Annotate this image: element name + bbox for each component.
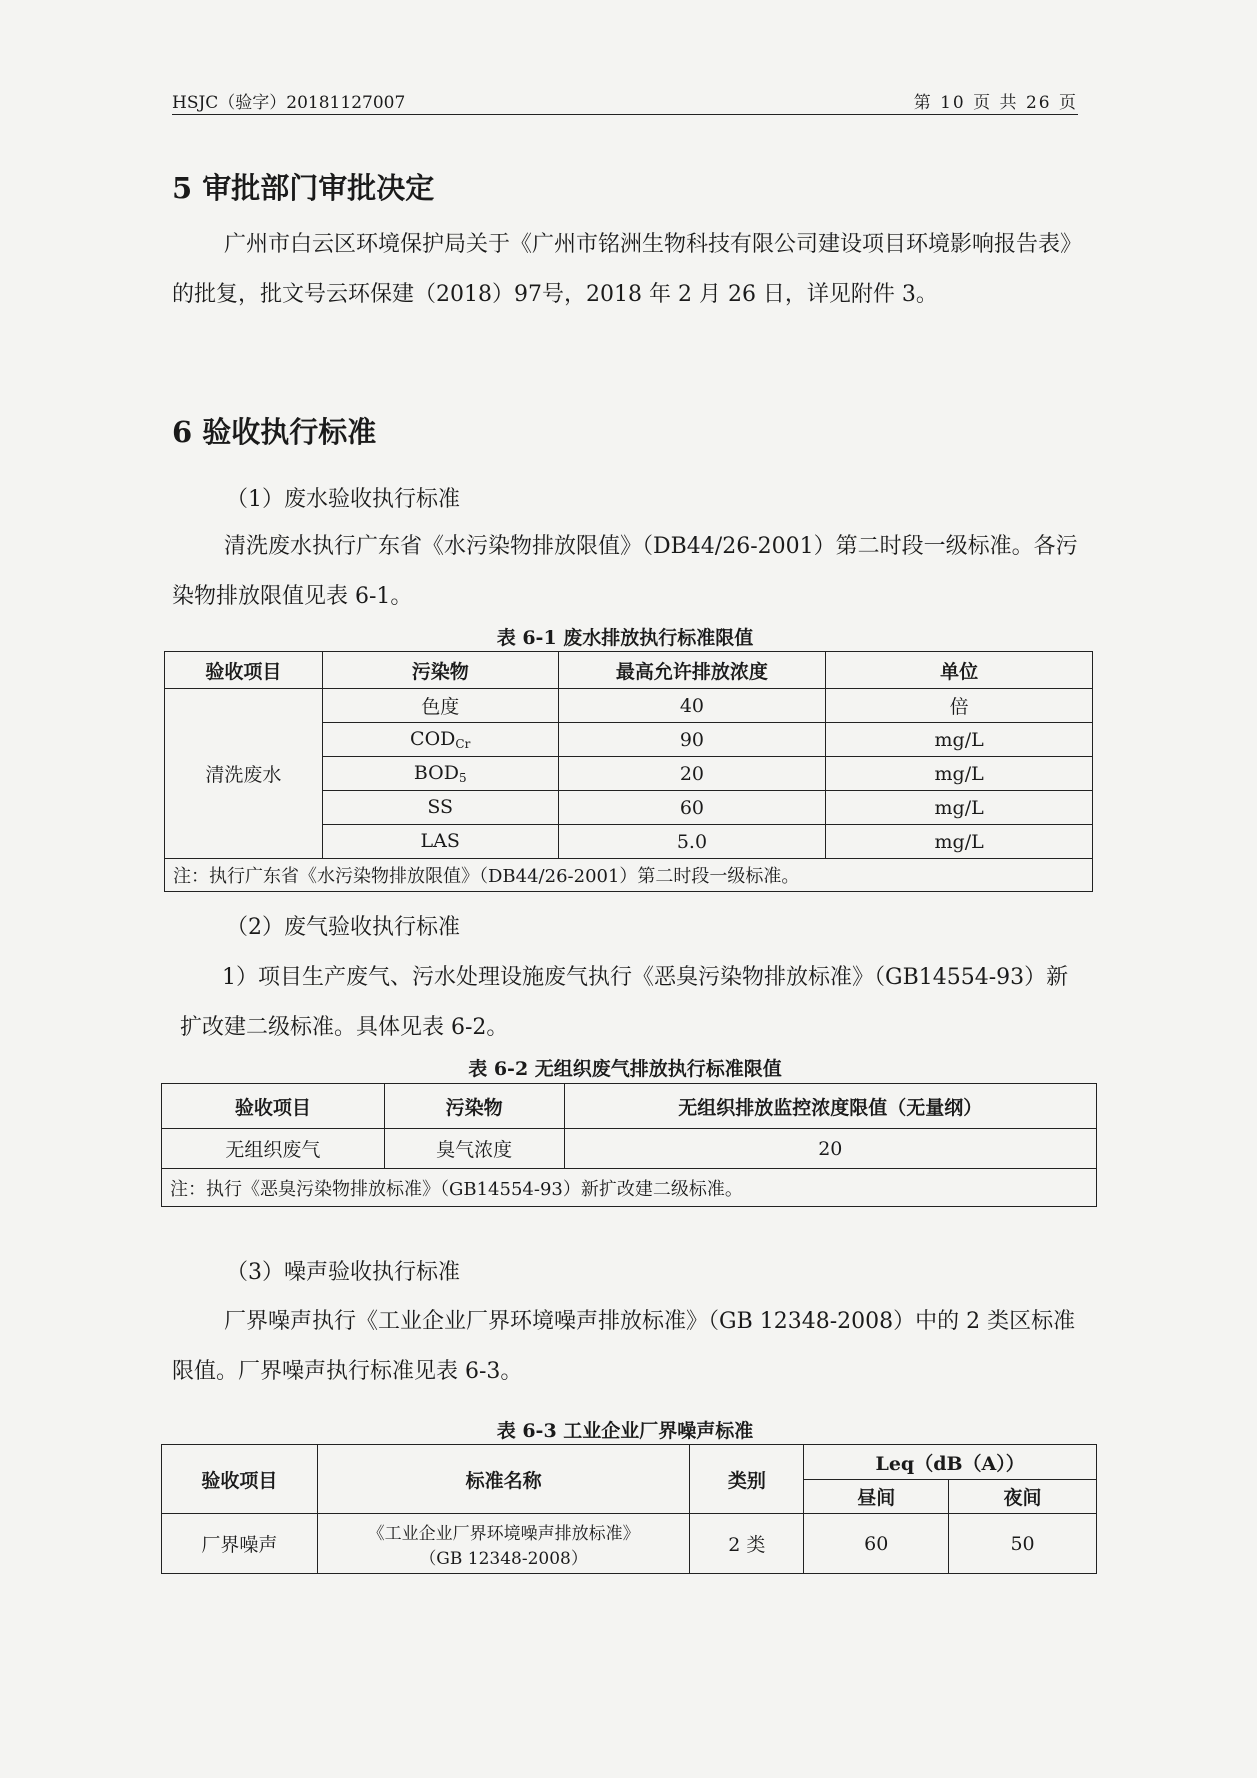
pollutant-cell: SS [322, 791, 558, 825]
noise-subheading: （3）噪声验收执行标准 [226, 1260, 460, 1285]
value-cell: 40 [558, 689, 826, 723]
header-cell: 污染物 [322, 652, 558, 689]
exhaust-subheading: （2）废气验收执行标准 [226, 915, 460, 940]
value-cell: 90 [558, 723, 826, 757]
table-6-3-caption: 表 6-3 工业企业厂界噪声标准 [496, 1420, 754, 1442]
table-note: 注：执行广东省《水污染物排放限值》（DB44/26-2001）第二时段一级标准。 [165, 859, 1093, 892]
unit-cell: mg/L [826, 757, 1093, 791]
pollutant-cell: LAS [322, 825, 558, 859]
day-value-cell: 60 [804, 1514, 949, 1574]
header-cell: Leq（dB（A）） [804, 1445, 1097, 1480]
noise-text: 厂界噪声执行《工业企业厂界环境噪声排放标准》（GB 12348-2008）中的 2 类区标准限值。厂界噪声执行标准见表 6-3。 [172, 1309, 1076, 1384]
standard-name: 《工业企业厂界环境噪声排放标准》 [367, 1523, 640, 1544]
header-cell: 夜间 [949, 1480, 1097, 1514]
table-note: 注：执行《恶臭污染物排放标准》（GB14554-93）新扩改建二级标准。 [162, 1169, 1097, 1207]
wastewater-subheading: （1）废水验收执行标准 [226, 487, 460, 512]
table-6-3 [161, 1444, 1097, 1574]
header-rule [172, 114, 1078, 115]
table-row [162, 1514, 1097, 1574]
section-6-title: 6 验收执行标准 [172, 415, 377, 449]
table-6-1-caption: 表 6-1 废水排放执行标准限值 [496, 627, 754, 649]
table-row [162, 1129, 1097, 1169]
page-number: 第 10 页 共 26 页 [913, 93, 1078, 113]
table-note-row [165, 859, 1093, 892]
value-cell: 60 [558, 791, 826, 825]
table-row [165, 689, 1093, 723]
item-cell: 无组织废气 [162, 1129, 385, 1169]
category-cell: 2 类 [690, 1514, 804, 1574]
report-number: HSJC（验字）20181127007 [172, 93, 406, 113]
header-cell: 昼间 [804, 1480, 949, 1514]
table-header-row [162, 1084, 1097, 1129]
section-5-text: 广州市白云区环境保护局关于《广州市铭洲生物科技有限公司建设项目环境影响报告表》的批复，批文号云环保建（2018）97号，2018 年 2 月 26 日，详见附件 3。 [172, 232, 1083, 307]
unit-cell: mg/L [826, 825, 1093, 859]
value-cell: 20 [558, 757, 826, 791]
pollutant-cell: $BOD_5$ [322, 757, 558, 791]
unit-cell: mg/L [826, 723, 1093, 757]
header-cell: 污染物 [384, 1084, 564, 1129]
unit-cell: mg/L [826, 791, 1093, 825]
exhaust-text: 1）项目生产废气、污水处理设施废气执行《恶臭污染物排放标准》（GB14554-93）新扩改建二级标准。具体见表 6-2。 [180, 965, 1069, 1040]
header-cell: 无组织排放监控浓度限值（无量纲） [564, 1084, 1096, 1129]
section-5-title: 5 审批部门审批决定 [172, 171, 435, 205]
standard-cell [317, 1514, 690, 1574]
pollutant-cell: $COD_{Cr}$ [322, 723, 558, 757]
table-header-row [165, 652, 1093, 689]
table-6-2-caption: 表 6-2 无组织废气排放执行标准限值 [468, 1058, 782, 1080]
table-note-row [162, 1169, 1097, 1207]
pollutant-cell: 色度 [322, 689, 558, 723]
header-cell: 验收项目 [165, 652, 323, 689]
header-cell: 验收项目 [162, 1084, 385, 1129]
header-cell: 最高允许排放浓度 [558, 652, 826, 689]
wastewater-text: 清洗废水执行广东省《水污染物排放限值》（DB44/26-2001）第二时段一级标准。各污染物排放限值见表 6-1。 [172, 534, 1078, 609]
value-cell: 5.0 [558, 825, 826, 859]
unit-cell: 倍 [826, 689, 1093, 723]
header-cell: 标准名称 [317, 1445, 690, 1514]
group-cell: 清洗废水 [165, 689, 323, 859]
standard-code: （GB 12348-2008） [419, 1548, 588, 1569]
table-6-2 [161, 1083, 1097, 1207]
night-value-cell: 50 [949, 1514, 1097, 1574]
table-header-row [162, 1445, 1097, 1480]
header-cell: 单位 [826, 652, 1093, 689]
table-6-1 [164, 651, 1093, 892]
pollutant-cell: 臭气浓度 [384, 1129, 564, 1169]
header-cell: 类别 [690, 1445, 804, 1514]
item-cell: 厂界噪声 [162, 1514, 318, 1574]
header-cell: 验收项目 [162, 1445, 318, 1514]
value-cell: 20 [564, 1129, 1096, 1169]
